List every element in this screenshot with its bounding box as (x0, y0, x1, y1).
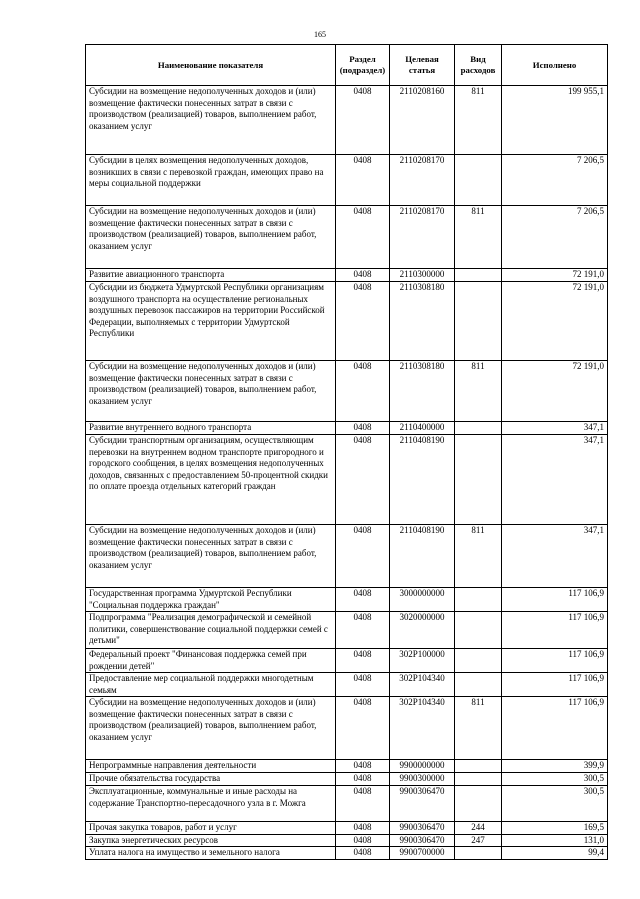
row-target: 2110300000 (390, 269, 455, 282)
row-section: 0408 (336, 422, 390, 435)
row-value: 72 191,0 (502, 282, 608, 361)
row-name: Субсидии транспортным организациям, осуществляющим перевозки на внутреннем водном транспорте пригородного и городского сообщения, в целях возмещения недополученных доходов, связанных с предоставлением 50-процентной скидки по оплате проезда отдельных категорий граждан (86, 435, 336, 525)
table-row (86, 697, 608, 760)
row-target: 2110400000 (390, 422, 455, 435)
table-row (86, 773, 608, 786)
row-section: 0408 (336, 649, 390, 673)
row-target: 2110308180 (390, 282, 455, 361)
row-kind (455, 773, 502, 786)
row-name: Непрограммные направления деятельности (86, 760, 336, 773)
row-kind: 247 (455, 834, 502, 847)
row-value: 72 191,0 (502, 361, 608, 422)
row-target: 3020000000 (390, 612, 455, 649)
table-row (86, 847, 608, 860)
table-row (86, 86, 608, 155)
row-section: 0408 (336, 282, 390, 361)
row-name: Развитие внутреннего водного транспорта (86, 422, 336, 435)
row-name: Субсидии из бюджета Удмуртской Республики организациям воздушного транспорта на осуществление региональных воздушных перевозок пассажиров на территории Российской Федерации, выполняемых с территории Удмуртской Республики (86, 282, 336, 361)
row-section: 0408 (336, 786, 390, 822)
table-row (86, 525, 608, 588)
row-section: 0408 (336, 155, 390, 206)
row-name: Предоставление мер социальной поддержки многодетным семьям (86, 673, 336, 697)
row-value: 199 955,1 (502, 86, 608, 155)
table-row (86, 612, 608, 649)
row-section: 0408 (336, 834, 390, 847)
row-name: Субсидии в целях возмещения недополученных доходов, возникших в связи с перевозкой граждан, имеющих право на меры социальной поддержки (86, 155, 336, 206)
table-row (86, 361, 608, 422)
row-target: 302P100000 (390, 649, 455, 673)
table-header-row (86, 45, 608, 86)
row-name: Эксплуатационные, коммунальные и иные расходы на содержание Транспортно-пересадочного узла в г. Можга (86, 786, 336, 822)
row-kind (455, 422, 502, 435)
row-value: 99,4 (502, 847, 608, 860)
row-section: 0408 (336, 588, 390, 612)
row-target: 2110208160 (390, 86, 455, 155)
table-row (86, 822, 608, 835)
row-section: 0408 (336, 206, 390, 269)
row-name: Развитие авиационного транспорта (86, 269, 336, 282)
header-section: Раздел (подраздел) (336, 45, 390, 86)
row-target: 9900306470 (390, 786, 455, 822)
row-name: Подпрограмма "Реализация демографической и семейной политики, совершенствование социальной поддержки семей с детьми" (86, 612, 336, 649)
table-row (86, 786, 608, 822)
row-kind (455, 282, 502, 361)
row-name: Прочая закупка товаров, работ и услуг (86, 822, 336, 835)
row-target: 2110408190 (390, 435, 455, 525)
header-kind: Вид расходов (455, 45, 502, 86)
budget-table (85, 44, 608, 860)
row-kind: 811 (455, 697, 502, 760)
row-value: 300,5 (502, 786, 608, 822)
row-kind (455, 786, 502, 822)
row-target: 302P104340 (390, 673, 455, 697)
row-kind: 244 (455, 822, 502, 835)
row-value: 131,0 (502, 834, 608, 847)
row-value: 117 106,9 (502, 649, 608, 673)
row-name: Государственная программа Удмуртской Республики "Социальная поддержка граждан" (86, 588, 336, 612)
row-section: 0408 (336, 269, 390, 282)
row-kind: 811 (455, 206, 502, 269)
row-value: 117 106,9 (502, 673, 608, 697)
row-name: Федеральный проект "Финансовая поддержка семей при рождении детей" (86, 649, 336, 673)
row-kind (455, 588, 502, 612)
row-target: 9900300000 (390, 773, 455, 786)
row-target: 9900000000 (390, 760, 455, 773)
row-name: Закупка энергетических ресурсов (86, 834, 336, 847)
row-value: 7 206,5 (502, 206, 608, 269)
row-kind (455, 269, 502, 282)
row-kind (455, 760, 502, 773)
table-row (86, 282, 608, 361)
row-target: 2110408190 (390, 525, 455, 588)
row-name: Прочие обязательства государства (86, 773, 336, 786)
table-row (86, 760, 608, 773)
table-row (86, 269, 608, 282)
row-section: 0408 (336, 86, 390, 155)
row-target: 9900306470 (390, 834, 455, 847)
row-section: 0408 (336, 435, 390, 525)
row-target: 2110308180 (390, 361, 455, 422)
row-target: 9900306470 (390, 822, 455, 835)
row-target: 302P104340 (390, 697, 455, 760)
row-kind (455, 847, 502, 860)
table-row (86, 435, 608, 525)
header-target: Целевая статья (390, 45, 455, 86)
row-kind (455, 612, 502, 649)
row-value: 300,5 (502, 773, 608, 786)
row-section: 0408 (336, 697, 390, 760)
row-section: 0408 (336, 760, 390, 773)
row-name: Субсидии на возмещение недополученных доходов и (или) возмещение фактически понесенных затрат в связи с производством (реализацией) товаров, выполнением работ, оказанием услуг (86, 86, 336, 155)
table-body (86, 86, 608, 860)
row-target: 2110208170 (390, 206, 455, 269)
row-section: 0408 (336, 361, 390, 422)
header-value: Исполнено (502, 45, 608, 86)
row-target: 3000000000 (390, 588, 455, 612)
row-value: 399,9 (502, 760, 608, 773)
row-value: 117 106,9 (502, 612, 608, 649)
row-value: 72 191,0 (502, 269, 608, 282)
row-section: 0408 (336, 773, 390, 786)
row-kind (455, 435, 502, 525)
row-value: 117 106,9 (502, 697, 608, 760)
row-kind: 811 (455, 361, 502, 422)
header-name: Наименование показателя (86, 45, 336, 86)
page-number: 165 (314, 30, 326, 39)
row-section: 0408 (336, 673, 390, 697)
table-row (86, 673, 608, 697)
row-value: 169,5 (502, 822, 608, 835)
row-kind (455, 673, 502, 697)
row-name: Уплата налога на имущество и земельного налога (86, 847, 336, 860)
row-section: 0408 (336, 847, 390, 860)
row-kind: 811 (455, 86, 502, 155)
row-kind (455, 649, 502, 673)
row-name: Субсидии на возмещение недополученных доходов и (или) возмещение фактически понесенных затрат в связи с производством (реализацией) товаров, выполнением работ, оказанием услуг (86, 697, 336, 760)
table-row (86, 834, 608, 847)
row-target: 9900700000 (390, 847, 455, 860)
row-section: 0408 (336, 822, 390, 835)
row-value: 7 206,5 (502, 155, 608, 206)
table-row (86, 206, 608, 269)
row-value: 347,1 (502, 525, 608, 588)
row-name: Субсидии на возмещение недополученных доходов и (или) возмещение фактически понесенных затрат в связи с производством (реализацией) товаров, выполнением работ, оказанием услуг (86, 206, 336, 269)
table-row (86, 422, 608, 435)
row-value: 347,1 (502, 435, 608, 525)
row-section: 0408 (336, 612, 390, 649)
row-value: 117 106,9 (502, 588, 608, 612)
row-target: 2110208170 (390, 155, 455, 206)
table-row (86, 588, 608, 612)
row-kind (455, 155, 502, 206)
row-section: 0408 (336, 525, 390, 588)
row-name: Субсидии на возмещение недополученных доходов и (или) возмещение фактически понесенных затрат в связи с производством (реализацией) товаров, выполнением работ, оказанием услуг (86, 361, 336, 422)
table-row (86, 649, 608, 673)
row-name: Субсидии на возмещение недополученных доходов и (или) возмещение фактически понесенных затрат в связи с производством (реализацией) товаров, выполнением работ, оказанием услуг (86, 525, 336, 588)
table-row (86, 155, 608, 206)
row-value: 347,1 (502, 422, 608, 435)
row-kind: 811 (455, 525, 502, 588)
